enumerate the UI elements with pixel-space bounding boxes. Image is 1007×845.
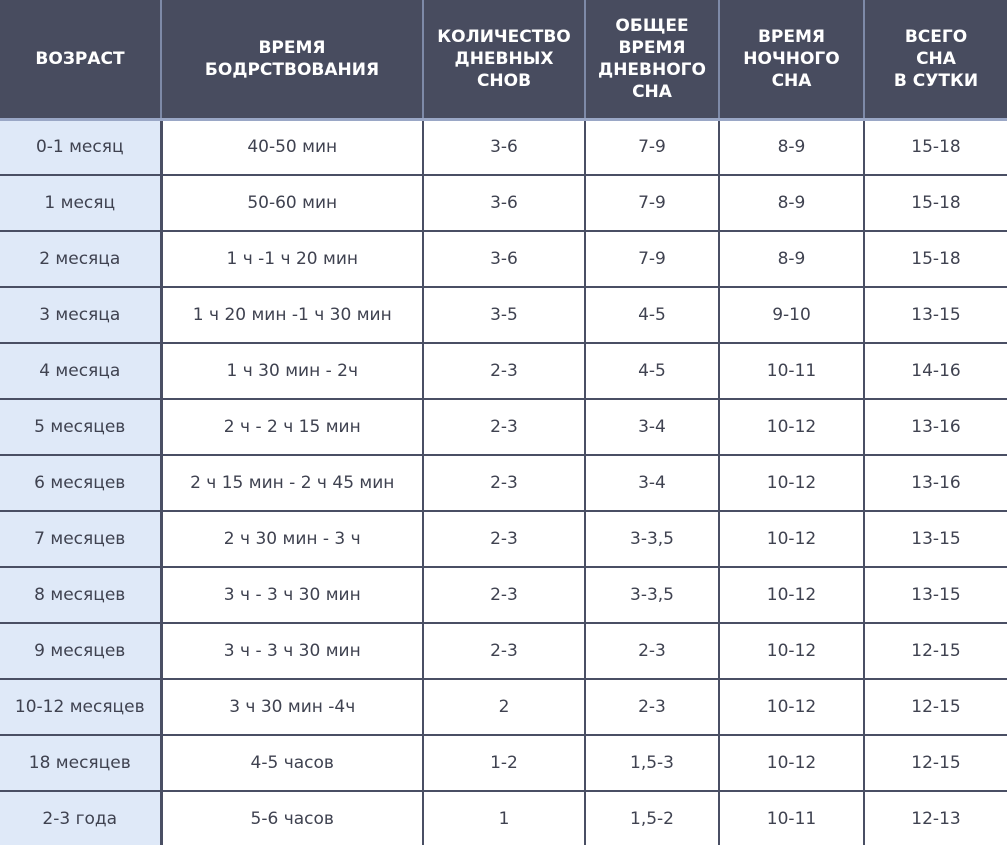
age-cell: 1 месяц	[0, 175, 161, 231]
wake-time-cell: 3 ч 30 мин -4ч	[161, 679, 423, 735]
night-sleep-cell: 10-12	[719, 511, 864, 567]
table-row	[0, 623, 1007, 679]
header-total-sleep: ВСЕГО СНА В СУТКИ	[864, 0, 1007, 119]
age-cell: 6 месяцев	[0, 455, 161, 511]
day-sleep-cell: 2-3	[585, 623, 719, 679]
day-sleep-cell: 3-3,5	[585, 511, 719, 567]
night-sleep-cell: 10-12	[719, 455, 864, 511]
day-sleep-cell: 2-3	[585, 679, 719, 735]
nap-count-cell: 2	[423, 679, 585, 735]
nap-count-cell: 3-6	[423, 119, 585, 175]
wake-time-cell: 2 ч 15 мин - 2 ч 45 мин	[161, 455, 423, 511]
nap-count-cell: 1-2	[423, 735, 585, 791]
total-sleep-cell: 12-13	[864, 791, 1007, 845]
total-sleep-cell: 13-15	[864, 567, 1007, 623]
nap-count-cell: 2-3	[423, 399, 585, 455]
wake-time-cell: 3 ч - 3 ч 30 мин	[161, 623, 423, 679]
nap-count-cell: 2-3	[423, 343, 585, 399]
total-sleep-cell: 13-15	[864, 511, 1007, 567]
total-sleep-cell: 12-15	[864, 623, 1007, 679]
day-sleep-cell: 4-5	[585, 343, 719, 399]
table-row	[0, 735, 1007, 791]
header-nap-count: КОЛИЧЕСТВО ДНЕВНЫХ СНОВ	[423, 0, 585, 119]
age-cell: 9 месяцев	[0, 623, 161, 679]
table-row	[0, 679, 1007, 735]
header-age: ВОЗРАСТ	[0, 0, 161, 119]
age-cell: 2 месяца	[0, 231, 161, 287]
wake-time-cell: 40-50 мин	[161, 119, 423, 175]
wake-time-cell: 2 ч 30 мин - 3 ч	[161, 511, 423, 567]
day-sleep-cell: 1,5-3	[585, 735, 719, 791]
table-row	[0, 175, 1007, 231]
wake-time-cell: 1 ч 30 мин - 2ч	[161, 343, 423, 399]
table-row	[0, 455, 1007, 511]
table-row	[0, 511, 1007, 567]
table-row	[0, 399, 1007, 455]
nap-count-cell: 1	[423, 791, 585, 845]
age-cell: 8 месяцев	[0, 567, 161, 623]
header-night-sleep: ВРЕМЯ НОЧНОГО СНА	[719, 0, 864, 119]
day-sleep-cell: 3-4	[585, 399, 719, 455]
night-sleep-cell: 10-12	[719, 623, 864, 679]
nap-count-cell: 3-6	[423, 175, 585, 231]
table-row	[0, 119, 1007, 175]
nap-count-cell: 3-5	[423, 287, 585, 343]
total-sleep-cell: 13-16	[864, 455, 1007, 511]
total-sleep-cell: 14-16	[864, 343, 1007, 399]
table-header	[0, 0, 1007, 119]
night-sleep-cell: 10-12	[719, 567, 864, 623]
age-cell: 10-12 месяцев	[0, 679, 161, 735]
nap-count-cell: 2-3	[423, 567, 585, 623]
table-row	[0, 287, 1007, 343]
header-total-day-sleep: ОБЩЕЕ ВРЕМЯ ДНЕВНОГО СНА	[585, 0, 719, 119]
table-row	[0, 567, 1007, 623]
wake-time-cell: 4-5 часов	[161, 735, 423, 791]
age-cell: 18 месяцев	[0, 735, 161, 791]
day-sleep-cell: 7-9	[585, 175, 719, 231]
age-cell: 2-3 года	[0, 791, 161, 845]
age-cell: 7 месяцев	[0, 511, 161, 567]
day-sleep-cell: 4-5	[585, 287, 719, 343]
total-sleep-cell: 15-18	[864, 231, 1007, 287]
total-sleep-cell: 12-15	[864, 679, 1007, 735]
age-cell: 0-1 месяц	[0, 119, 161, 175]
total-sleep-cell: 15-18	[864, 119, 1007, 175]
total-sleep-cell: 12-15	[864, 735, 1007, 791]
total-sleep-cell: 13-15	[864, 287, 1007, 343]
header-wake-time: ВРЕМЯ БОДРСТВОВАНИЯ	[161, 0, 423, 119]
nap-count-cell: 2-3	[423, 511, 585, 567]
header-row	[0, 0, 1007, 119]
age-cell: 3 месяца	[0, 287, 161, 343]
nap-count-cell: 2-3	[423, 623, 585, 679]
total-sleep-cell: 13-16	[864, 399, 1007, 455]
table-row	[0, 343, 1007, 399]
wake-time-cell: 2 ч - 2 ч 15 мин	[161, 399, 423, 455]
day-sleep-cell: 3-3,5	[585, 567, 719, 623]
night-sleep-cell: 8-9	[719, 175, 864, 231]
night-sleep-cell: 10-11	[719, 791, 864, 845]
age-cell: 4 месяца	[0, 343, 161, 399]
nap-count-cell: 3-6	[423, 231, 585, 287]
day-sleep-cell: 7-9	[585, 231, 719, 287]
nap-count-cell: 2-3	[423, 455, 585, 511]
day-sleep-cell: 1,5-2	[585, 791, 719, 845]
night-sleep-cell: 10-12	[719, 399, 864, 455]
wake-time-cell: 5-6 часов	[161, 791, 423, 845]
table-row	[0, 231, 1007, 287]
night-sleep-cell: 10-12	[719, 679, 864, 735]
wake-time-cell: 1 ч 20 мин -1 ч 30 мин	[161, 287, 423, 343]
wake-time-cell: 50-60 мин	[161, 175, 423, 231]
day-sleep-cell: 7-9	[585, 119, 719, 175]
wake-time-cell: 1 ч -1 ч 20 мин	[161, 231, 423, 287]
total-sleep-cell: 15-18	[864, 175, 1007, 231]
wake-time-cell: 3 ч - 3 ч 30 мин	[161, 567, 423, 623]
age-cell: 5 месяцев	[0, 399, 161, 455]
table-row	[0, 791, 1007, 845]
night-sleep-cell: 10-11	[719, 343, 864, 399]
night-sleep-cell: 10-12	[719, 735, 864, 791]
night-sleep-cell: 8-9	[719, 231, 864, 287]
night-sleep-cell: 9-10	[719, 287, 864, 343]
day-sleep-cell: 3-4	[585, 455, 719, 511]
table-body	[0, 119, 1007, 845]
night-sleep-cell: 8-9	[719, 119, 864, 175]
